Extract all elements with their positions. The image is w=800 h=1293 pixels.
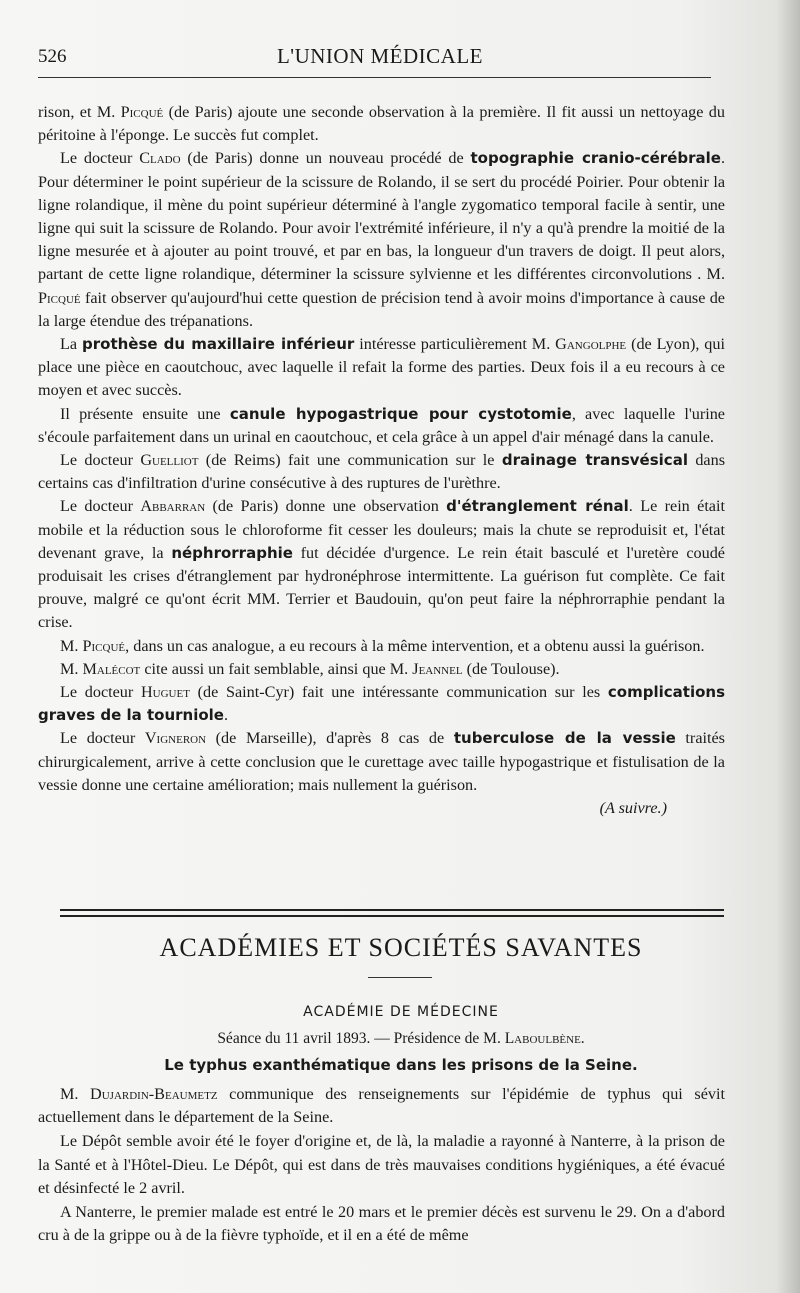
paragraph-3: La prothèse du maxillaire inférieur intéresse particulièrement M. Gangolphe (de Lyon), qui place une pièce en caoutchouc, avec laquelle il refait la forme des parties. Deux fois il a eu recours à ce moyen et avec succès. bbox=[38, 335, 725, 400]
paragraph-8: M. Malécot cite aussi un fait semblable, ainsi que M. Jeannel (de Toulouse). bbox=[60, 659, 560, 678]
paragraph-q1: M. Dujardin-Beaumetz communique des renseignements sur l'épidémie de typhus qui sévit actuellement dans le département de la Seine. bbox=[38, 1085, 725, 1127]
paragraph-q2: Le Dépôt semble avoir été le foyer d'origine et, de là, la maladie a rayonné à Nanterre, à la prison de la Santé et à l'Hôtel-Dieu. Le Dépôt, qui est dans de très mauvaises conditions hygiéniques, a été évacué et désinfecté le 2 avril. bbox=[38, 1132, 725, 1197]
paragraph-1: rison, et M. Picqué (de Paris) ajoute une seconde observation à la première. Il fit aussi un nettoyage du péritoine à l'éponge. Le succès fut complet. bbox=[38, 103, 725, 145]
header-rule bbox=[38, 77, 711, 78]
academy-subtitle: ACADÉMIE DE MÉDECINE bbox=[303, 1004, 499, 1020]
seance-line: Séance du 11 avril 1893. — Présidence de M. Laboulbène. bbox=[217, 1030, 585, 1047]
page-number: 526 bbox=[38, 46, 67, 67]
paragraph-2: Le docteur Clado (de Paris) donne un nouveau procédé de topographie cranio-cérébrale. Pour déterminer le point supérieur de la scissure de Rolando, il se sert du procédé Poirier. Pour obtenir la ligne rolandique, il mène du point supérieur déterminé à l'angle zygomatico temporal facile à sentir, une ligne qui suit la scissure de Rolando. Pour avoir l'extrémité inférieure, il n'y a qu'à prendre la moitié de la ligne mesurée et à ajouter au point trouvé, et par en bas, la longueur d'un travers de doigt. Il peut alors, partant de cette ligne rolandique, déterminer la scissure sylvienne et les différentes circonvolutions . M. Picqué fait observer qu'aujourd'hui cette question de précision tend à avoir moins d'importance à cause de la large étendue des trépanations. bbox=[38, 149, 725, 330]
title-underline bbox=[368, 977, 432, 978]
paragraph-7: M. Picqué, dans un cas analogue, a eu recours à la même intervention, et a obtenu aussi la guérison. bbox=[60, 636, 705, 655]
paragraph-10: Le docteur Vigneron (de Marseille), d'après 8 cas de tuberculose de la vessie traités chirurgicalement, arrive à cette conclusion que le curettage avec taille hypogastrique et fistulisation de la vessie donne une certaine amélioration; mais nullement la guérison. bbox=[38, 729, 725, 794]
running-header bbox=[38, 38, 722, 68]
to-be-continued: (A suivre.) bbox=[599, 799, 667, 818]
paragraph-q3: A Nanterre, le premier malade est entré le 20 mars et le premier décès est survenu le 29. On a d'abord cru à de la grippe ou à de la fièvre typhoïde, et il en a été de même bbox=[38, 1203, 725, 1245]
journal-title: L'UNION MÉDICALE bbox=[276, 44, 483, 68]
typhus-article-body bbox=[38, 1083, 725, 1248]
paragraph-9: Le docteur Huguet (de Saint-Cyr) fait une intéressante communication sur les complications graves de la tourniole. bbox=[38, 683, 725, 725]
paragraph-5: Le docteur Guelliot (de Reims) fait une communication sur le drainage transvésical dans certains cas d'infiltration d'urine consécutive à des ruptures de l'urèthre. bbox=[38, 451, 725, 493]
paragraph-4: Il présente ensuite une canule hypogastrique pour cystotomie, avec laquelle l'urine s'écoule parfaitement dans un urinal en caoutchouc, et cela grâce à un appel d'air ménagé dans la canule. bbox=[38, 404, 725, 446]
article-title: Le typhus exanthématique dans les prisons de la Seine. bbox=[164, 1056, 638, 1074]
section-divider bbox=[60, 909, 724, 917]
section-title: ACADÉMIES ET SOCIÉTÉS SAVANTES bbox=[159, 933, 643, 962]
paragraph-6: Le docteur Abbarran (de Paris) donne une observation d'étranglement rénal. Le rein était mobile et la réduction sous le chloroforme fit cesser les douleurs; mais la chute se reproduisit et, l'état devenant grave, la néphrorraphie fut décidée d'urgence. Le rein était basculé et l'uretère coudé produisait les crises d'étranglement par hydronéphrose intermittente. La guérison fut complète. Ce fait prouve, malgré ce qu'ont écrit MM. Terrier et Baudouin, qu'on peut faire la néphrorraphie pendant la crise. bbox=[38, 497, 725, 632]
article-body bbox=[38, 101, 725, 820]
